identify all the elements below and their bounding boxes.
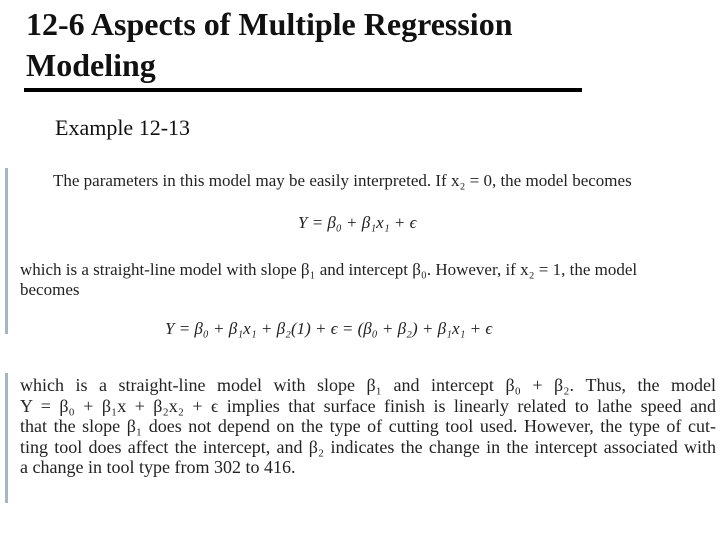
equation-1: Y = β₀ + β₁x₁ + ϵ	[298, 213, 417, 232]
excerpt-1-line-3: becomes	[20, 280, 80, 299]
slide-title-line-1: 12-6 Aspects of Multiple Regression	[26, 6, 513, 42]
slide-title	[26, 4, 586, 86]
excerpt-1-line-2: which is a straight-line model with slope β₁ and intercept β₀. However, if x₂ = 1, the model	[20, 260, 638, 279]
excerpt-1-line-1: The parameters in this model may be easily interpreted. If x₂ = 0, the model becomes	[53, 171, 632, 190]
excerpt-2-line: which is a straight-line model with slope β₁ and intercept β₀ + β₂. Thus, the model	[20, 375, 716, 395]
excerpt-2-line: that the slope β₁ does not depend on the type of cutting tool used. However, the type of cut-	[20, 416, 716, 436]
title-underline	[24, 88, 582, 92]
excerpt-2-line: Y = β₀ + β₁x + β₂x₂ + ϵ implies that surface finish is linearly related to lathe speed and	[20, 395, 716, 416]
equation-2: Y = β₀ + β₁x₁ + β₂(1) + ϵ = (β₀ + β₂) + β₁x₁ + ϵ	[165, 319, 493, 338]
excerpt-2-margin-bar	[5, 373, 8, 503]
excerpt-2-line: ting tool does affect the intercept, and β₂ indicates the change in the intercept associated with	[20, 436, 716, 457]
excerpt-2-paragraph	[20, 375, 716, 478]
excerpt-1-margin-bar	[5, 168, 8, 334]
slide-title-line-2: Modeling	[26, 47, 156, 83]
excerpt-2-line: a change in tool type from 302 to 416.	[20, 457, 296, 477]
example-heading: Example 12-13	[55, 115, 191, 140]
